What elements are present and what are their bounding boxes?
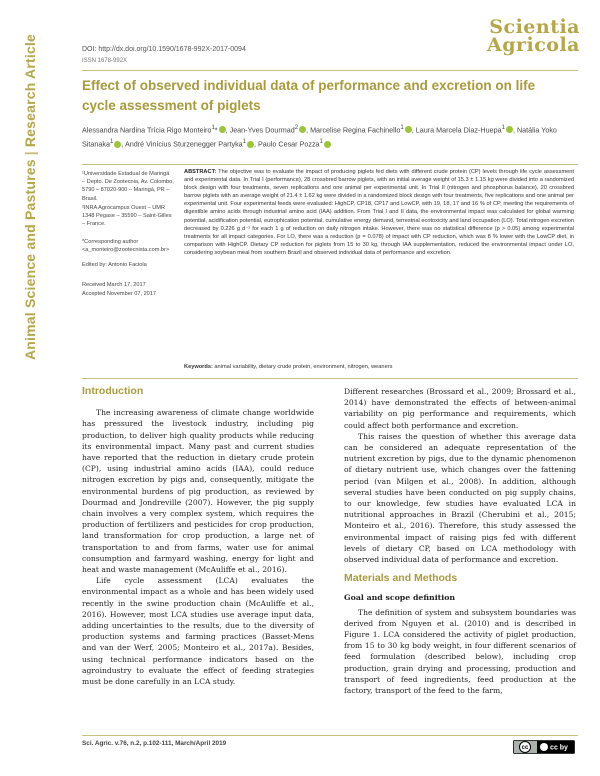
affiliation-2: ²INRA Agrocampus Ouest – UMR 1348 Pegase – 35590 – Saint-Gilles – France. (82, 205, 172, 228)
section-heading: Materials and Methods (344, 572, 458, 585)
abstract-label: ABSTRACT: (184, 169, 217, 175)
author: Paulo Cesar Pozza (258, 139, 320, 149)
orcid-icon[interactable] (219, 126, 226, 133)
accepted-date: Accepted November 07, 2017 (82, 291, 157, 297)
cc-by-icon (513, 740, 575, 754)
article-title: Effect of observed individual data of performance and excretion on life cycle assessment of piglets (82, 78, 536, 113)
keywords-label: Keywords: (184, 364, 213, 370)
article-type: Research Article (22, 33, 38, 148)
editor: Edited by: Antonio Faciola (82, 262, 147, 268)
citation-footer: Sci. Agric. v.76, n.2, p.102-111, March/April 2019 (82, 740, 227, 747)
logo-line-1: Scientia (489, 16, 580, 38)
body-right-column (344, 386, 576, 696)
orcid-icon[interactable] (114, 141, 121, 148)
subsection-heading: Goal and scope definition (344, 593, 456, 603)
paragraph: Different researches (Brossard et al., 2009; Brossard et al., 2014) have demonstrated the effects of between-animal variability on pig performance and requirements, which could affect both performance and excretion. (344, 387, 576, 430)
svg-text:cc by: cc by (550, 744, 568, 752)
doi-link[interactable]: DOI: http://dx.doi.org/10.1590/1678-992X-2017-0094 (82, 46, 246, 53)
received-date: Received March 17, 2017 (82, 282, 146, 288)
author: Natália Yoko Sitanaka (82, 125, 557, 149)
orcid-icon[interactable] (405, 126, 412, 133)
paragraph: Life cycle assessment (LCA) evaluates the environmental impact as a whole and has been widely used recently in the swine production chain (McAuliffe et al., 2016). However, most LCA studies use average input data, adding uncertainties to the results, due to the diversity of production systems and farming practices (Basset-Mens and van der Werf, 2005; Monteiro et al., 2017a). Besides, using technical performance indicators based on the agroindustry to evaluate the effect of feeding strategies must be done carefully in an LCA study. (82, 576, 314, 687)
paragraph: This raises the question of whether this average data can be considered an adequate representation of the nutrient excretion by pigs, due to the dynamic phenomenon of dietary nutrient use, which changes over the fattening period (van Milgen et al., 2008). In addition, although several studies have been conducted on pig supply chains, to our knowledge, few studies have evaluated LCA in nutritional approaches in Brazil (Cherubini et al., 2015; Monteiro et al., 2016). Therefore, this study assessed the environmental impact of raising pigs fed with different levels of dietary CP, based on LCA methodology with observed individual data of performance and excretion. (344, 431, 576, 565)
author: Jean-Yves Dourmad (229, 125, 295, 135)
corresponding-author[interactable]: *Corresponding author <a_monteiro@zootecnista.com.br> (82, 239, 170, 254)
section-heading: Introduction (82, 385, 144, 397)
cc-license-badge[interactable] (513, 740, 575, 754)
affiliation-1: ¹Universidade Estadual de Maringá – Depto. De Zootecnia, Av. Colombo, 5790 – 87020-900 – Maringá, PR – Brasil. (82, 171, 174, 202)
body-left-column (82, 386, 314, 687)
orcid-icon[interactable] (324, 141, 331, 148)
divider (82, 378, 578, 379)
divider (82, 735, 578, 736)
journal-name: Animal Science and Pastures (22, 159, 38, 360)
author: Alessandra Nardina Trícia Rigo Monteiro (82, 125, 212, 135)
keywords-text: animal variability, dietary crude protein, environment, nitrogen, weaners (214, 364, 393, 370)
author: Laura Marcela Diaz-Huepa (415, 125, 502, 135)
paragraph: The definition of system and subsystem boundaries was derived from Nguyen et al. (2010) and is described in Figure 1. LCA considered the activity of piglet production, from 15 to 30 kg body weight, in four different scenarios of feed formulation (described below), including crop production, grain drying and processing, production and transport of feed ingredients, feed production at the factory, transport of the feed to the farm, (344, 607, 576, 696)
divider (82, 164, 578, 165)
orcid-icon[interactable] (247, 141, 254, 148)
author: Marcelise Regina Fachinello (310, 125, 401, 135)
keywords (184, 364, 574, 370)
orcid-icon[interactable] (506, 126, 513, 133)
author: André Vinícius Sturzenegger Partyka (124, 139, 243, 149)
orcid-icon[interactable] (299, 126, 306, 133)
journal-logo (487, 18, 580, 54)
abstract (184, 168, 574, 257)
issn: ISSN 1678-992X (82, 58, 128, 64)
divider (82, 70, 578, 71)
abstract-text: The objective was to evaluate the impact of producing piglets fed diets with different crude protein (CP) levels through life cycle assessment and experimental data. In Trial I (performance), 28 crossbred barrow piglets, with an initial average weight of 15.3 ± 1.15 kg were divided into a randomized block design with four treatments, seven replications and one animal per experimental unit. In Trial II (nitrogen and phosphorus balance), 20 crossbred barrow piglets with an average weight of 21.4 ± 1.62 kg were divided in a randomized block design with four treatments, five replications and one animal per experimental unit. Four experimental feeds were evaluated: HighCP, CP18, CP17 and LowCP, with 19, 18, 17 and 16 % of CP, meeting the requirements of digestible amino acids through industrial amino acid (IAA) addition. From Trial I and II data, the environmental impact was calculated for global warming potential, acidification potential, eutrophication potential, cumulative energy demand, terrestrial ecotoxicity and land occupation (LO). Total nitrogen excretion decreased by 0.226 g d⁻¹ for each 1 g of reduction on daily nitrogen intake. However, there was no statistical difference (p > 0.05) among experimental treatments for all impact categories. For LO, there was a reduction (p = 0.078) of impact with CP reduction, which was 8 % lower with the LowCP diet, in comparison with HighCP. Dietary CP reduction for piglets from 15 to 30 kg, through IAA supplementation, reduced the environmental impact under LO, considering soybean meal from southern Brazil and observed individual data of performance and excretion. (184, 169, 574, 256)
paragraph: The increasing awareness of climate change worldwide has pressured the livestock industry, including pig production, to deliver high quality products while reducing its environmental impact. Many past and current studies have reported that the reduction in dietary crude protein (CP), using industrial amino acids (IAA), could reduce nitrogen excretion by pigs and, consequently, mitigate the environmental burdens of pig production, as reviewed by Dourmad and Jondreville (2007). However, the pig supply chain involves a very complex system, which requires the production of fertilizers and pesticides for crop production, land transformation for crop production, a large net of transportation to and from farms, water use for animal consumption and farmyard washing, energy for light and heat and waste management (McAuliffe et al., 2016). (82, 408, 314, 575)
logo-line-2: Agricola (486, 34, 580, 56)
svg-text:cc: cc (521, 745, 529, 752)
author-list: Alessandra Nardina Trícia Rigo Monteiro$^1$* , Jean-Yves Dourmad$^2$ , Marcelise Regina Fachinello$^1$ , Laura Marcela Diaz-Huepa$^1$ , Natália Yoko Sitanaka$^1$ , André Vinícius Sturzenegger Partyka$^1$ , Paulo Cesar Pozza$^1$ (82, 125, 557, 149)
journal-section-label: Animal Science and Pastures|Research Article (22, 33, 38, 360)
